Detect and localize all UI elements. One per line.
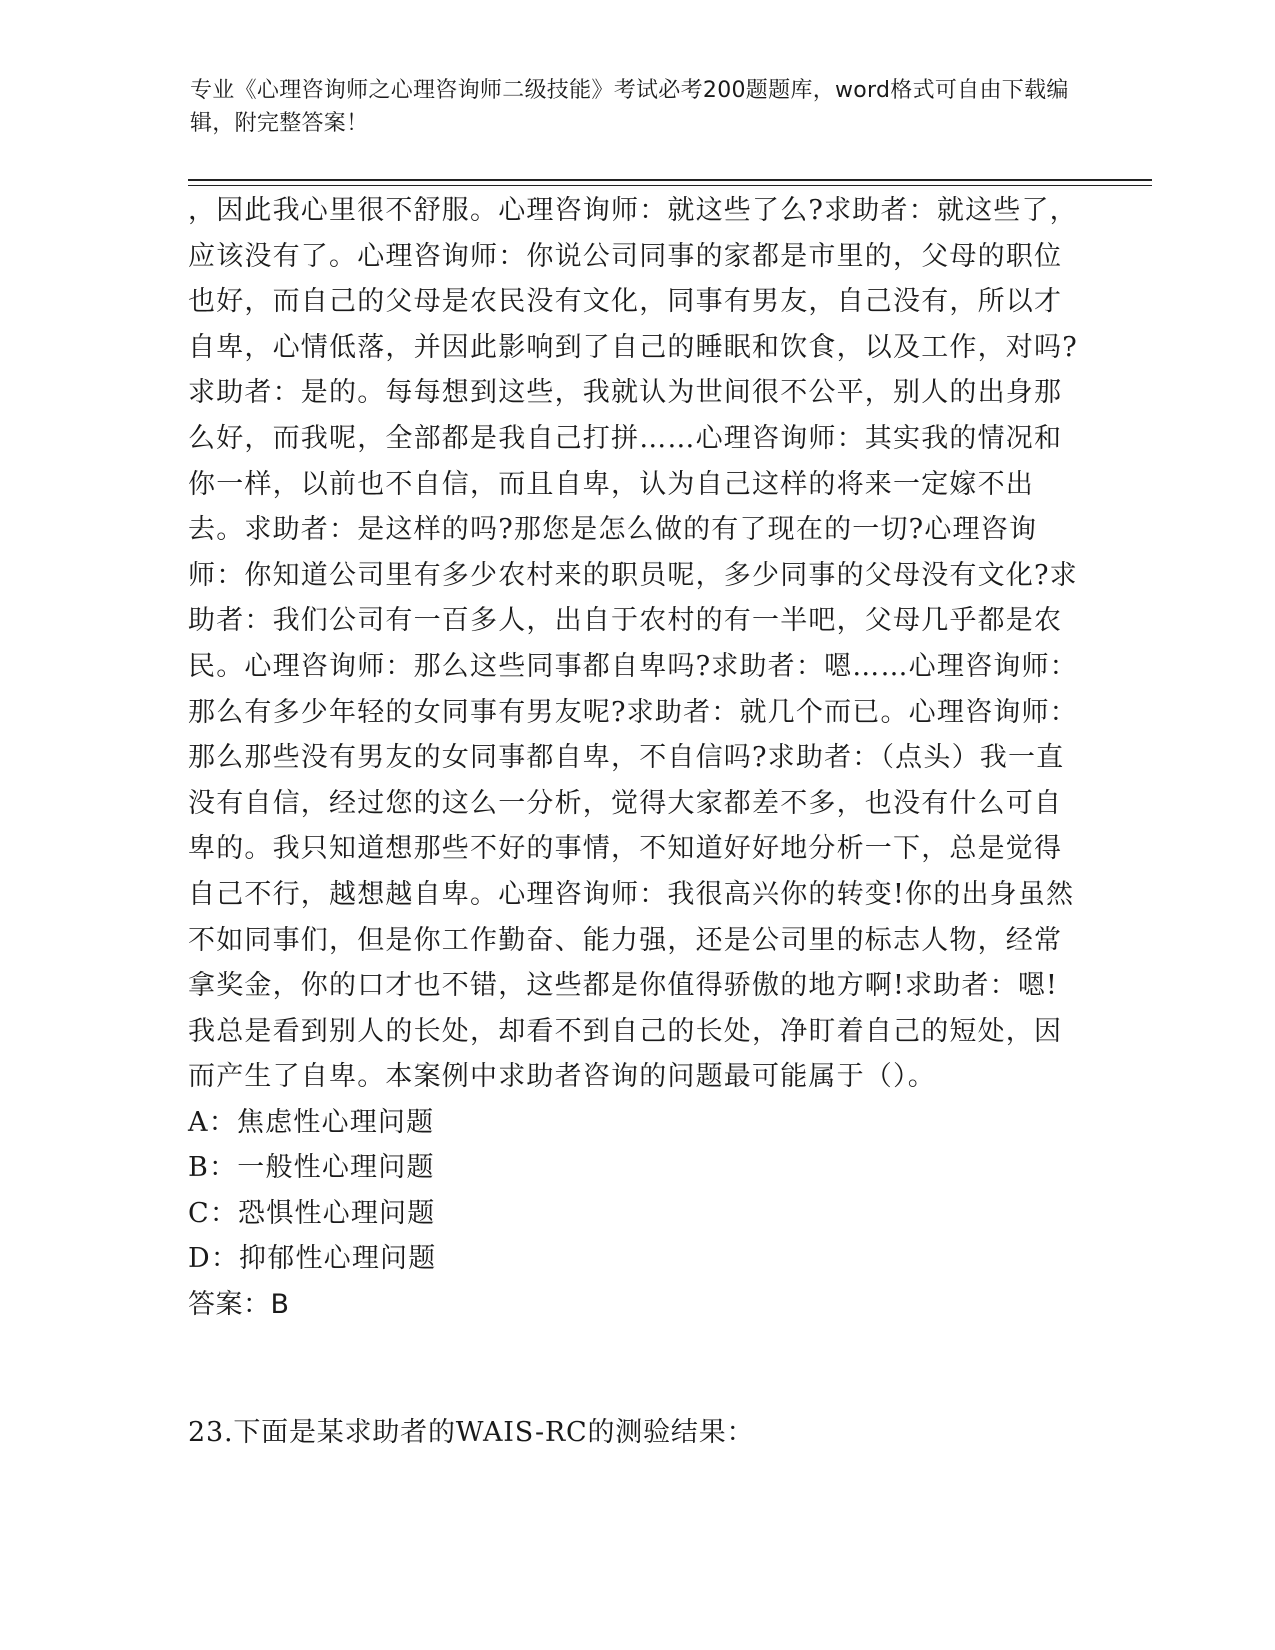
question-passage: ，因此我心里很不舒服。心理咨询师：就这些了么?求助者：就这些了，应该没有了。心理咨询师：你说公司同事的家都是市里的，父母的职位也好，而自己的父母是农民没有文化，同事有男友，自己没有，所以才自卑，心情低落，并因此影响到了自己的睡眠和饮食，以及工作，对吗?求助者：是的。每每想到这些，我就认为世间很不公平，别人的出身那么好，而我呢，全部都是我自己打拼……心理咨询师：其实我的情况和你一样，以前也不自信，而且自卑，认为自己这样的将来一定嫁不出去。求助者：是这样的吗?那您是怎么做的有了现在的一切?心理咨询师：你知道公司里有多少农村来的职员呢，多少同事的父母没有文化?求助者：我们公司有一百多人，出自于农村的有一半吧，父母几乎都是农民。心理咨询师：那么这些同事都自卑吗?求助者：嗯……心理咨询师：那么有多少年轻的女同事有男友呢?求助者：就几个而已。心理咨询师：那么那些没有男友的女同事都自卑，不自信吗?求助者：（点头）我一直没有自信，经过您的这么一分析，觉得大家都差不多，也没有什么可自卑的。我只知道想那些不好的事情，不知道好好地分析一下，总是觉得自己不行，越想越自卑。心理咨询师：我很高兴你的转变!你的出身虽然不如同事们，但是你工作勤奋、能力强，还是公司里的标志人物，经常拿奖金，你的口才也不错，这些都是你值得骄傲的地方啊!求助者：嗯!我总是看到别人的长处，却看不到自己的长处，净盯着自己的短处，因而产生了自卑。本案例中求助者咨询的问题最可能属于（）。 xyxy=(188,195,1078,1093)
header-divider-thick xyxy=(188,179,1152,181)
next-question: 23.下面是某求助者的WAIS-RC的测验结果： xyxy=(188,1417,755,1448)
option-b: B：一般性心理问题 xyxy=(188,1152,435,1184)
answer-line: 答案：B xyxy=(188,1288,290,1320)
option-d: D：抑郁性心理问题 xyxy=(188,1243,437,1275)
option-c: C：恐惧性心理问题 xyxy=(188,1197,436,1229)
option-a: A：焦虑性心理问题 xyxy=(188,1106,435,1138)
header-divider-thin xyxy=(188,185,1152,186)
question-body xyxy=(188,188,1078,1327)
document-header: 专业《心理咨询师之心理咨询师二级技能》考试必考200题题库，word格式可自由下载编辑，附完整答案！ xyxy=(190,78,1069,136)
